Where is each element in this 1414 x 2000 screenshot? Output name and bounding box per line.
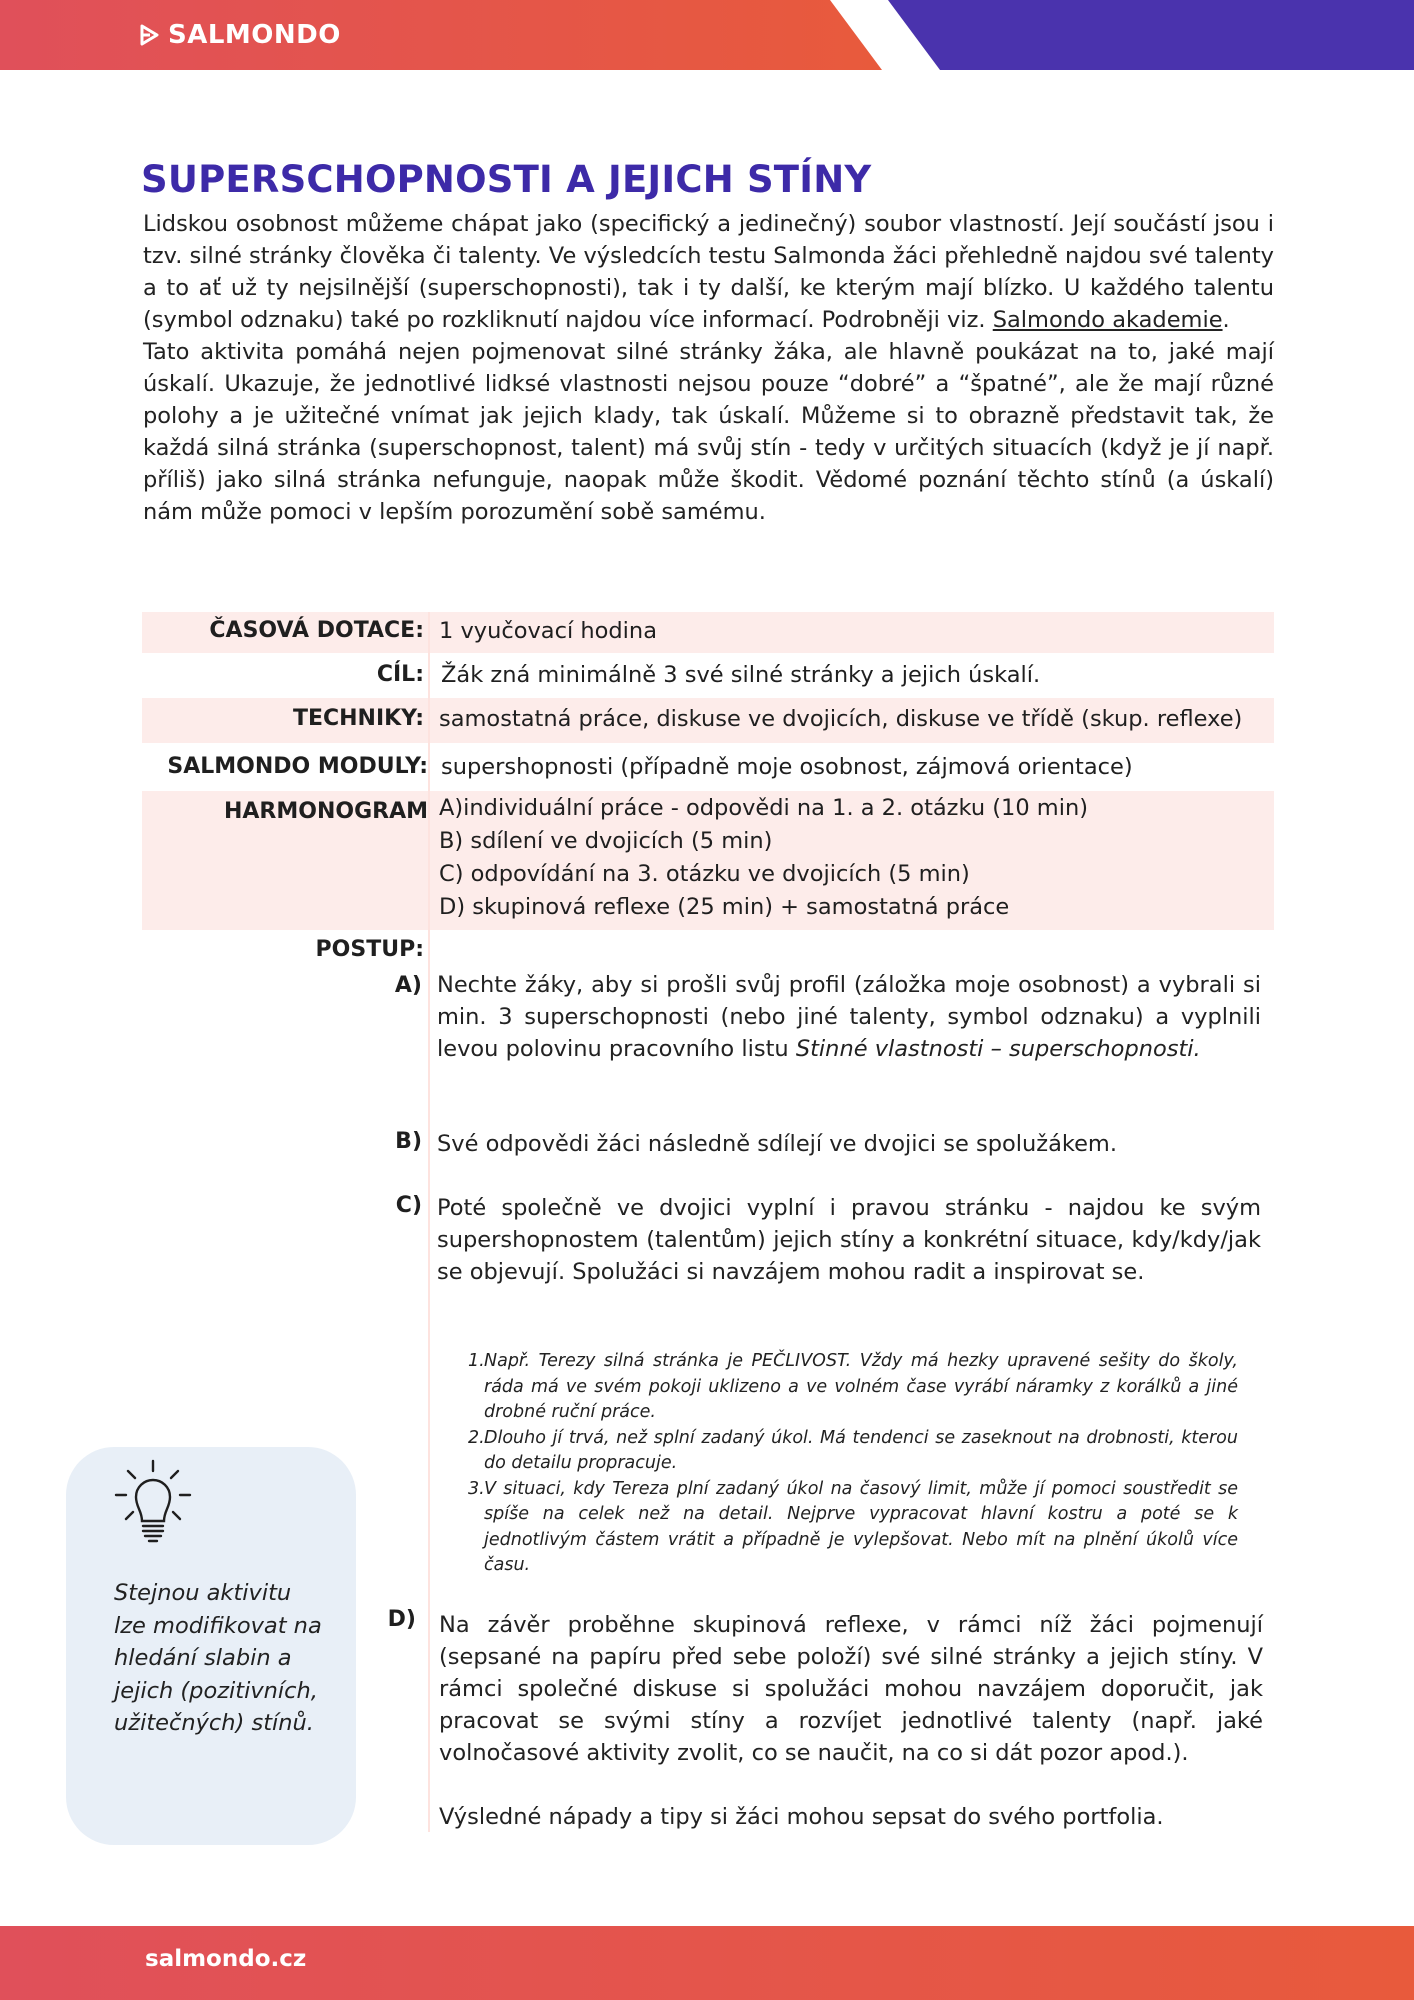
intro-paragraph-2: Tato aktivita pomáhá nejen pojmenovat silné stránky žáka, ale hlavně poukázat na to, jaké mají úskalí. Ukazuje, že jednotlivé lidksé vlastnosti nejsou pouze “dobré” a “špatné”, ale že mají různé polohy a je užitečné vnímat jak jejich klady, tak úskalí. Můžeme si to obrazně představit tak, že každá silná stránka (superschopnost, talent) má svůj stín - tedy v určitých situacích (když je jí např. příliš) jako silná stránka nefunguje, naopak může škodit. Vědomé poznání těchto stínů (a úskalí) nám může pomoci v lepším porozumění sobě samému. [143,339,1274,525]
modules-value: supershopnosti (případně moje osobnost, zájmová orientace) [441,754,1133,780]
row-time [142,612,1274,653]
brand-logo[interactable] [140,16,341,54]
postup-label: POSTUP: [315,937,424,962]
techniques-label: TECHNIKY: [292,706,424,731]
step-b-text: Své odpovědi žáci následně sdílejí ve dvojici se spolužákem. [437,1131,1117,1157]
worksheet-title: Stinné vlastnosti – superschopnosti. [795,1036,1201,1062]
step-a-label: A) [394,973,422,998]
example-item: 1. Např. Terezy silná stránka je PEČLIVOST. Vždy má hezky upravené sešity do školy, ráda má ve svém pokoji uklizeno a ve volném čase vyrábí náramky z korálků a jiné drobné ruční práce. [468,1351,1238,1422]
header-accent [888,0,1414,70]
example-list [468,1349,1238,1579]
step-d-text: Na závěr proběhne skupinová reflexe, v rámci níž žáci pojmenují (sepsané na papíru před sebe položí) své silné stránky a jejich stíny. V rámci společné diskuse si spolužáci mohou navzájem doporučit, jak pracovat se svými stíny a rozvíjet jednotlivé talenty (např. jaké volnočasové aktivity zvolit, co se naučit, na co si dát pozor apod.). Výsledné nápady a tipy si žáci mohou sepsat do svého portfolia. [439,1609,1263,1833]
row-goal [142,655,1274,696]
header-bar [0,0,882,70]
harmonogram-item: A)individuální práce - odpovědi na 1. a 2. otázku (10 min) [439,795,1089,821]
page-title: SUPERSCHOPNOSTI A JEJICH STÍNY [141,158,872,201]
harmonogram-item: D) skupinová reflexe (25 min) + samostatná práce [439,894,1010,920]
harmonogram-list [439,792,1088,924]
harmonogram-label: HARMONOGRAM [223,799,428,824]
example-item: 3. V situaci, kdy Tereza plní zadaný úkol na časový limit, může jí pomoci soustředit se spíše na celek než na detail. Nejprve vypracovat hlavní kostru a poté se k jednotlivým částem vrátit a případně je vylepšovat. Nebo mít na plnění úkolů více času. [468,1478,1238,1575]
salmondo-logo-icon [140,24,160,46]
brand-name: SALMONDO [168,20,341,50]
column-divider [428,612,430,1832]
harmonogram-item: B) sdílení ve dvojicích (5 min) [439,828,773,854]
footer-website-link[interactable]: salmondo.cz [145,1946,307,1972]
salmondo-akademie-link[interactable]: Salmondo akademie [992,307,1223,333]
time-label: ČASOVÁ DOTACE: [209,618,424,643]
goal-value: Žák zná minimálně 3 své silné stránky a jejich úskalí. [441,662,1041,688]
row-techniques [142,698,1274,743]
step-c-label: C) [395,1193,422,1218]
step-b-label: B) [395,1129,422,1154]
step-c-text: Poté společně ve dvojici vyplní i pravou stránku - najdou ke svým supershopnostem (talentům) jejich stíny a konkrétní situace, kdy/kdy/jak se objevují. Spolužáci si navzájem mohou radit a inspirovat se. [437,1195,1261,1285]
footer-bar [0,1926,1414,2000]
intro-text [143,208,1274,528]
step-a-text: Nechte žáky, aby si prošli svůj profil (záložka moje osobnost) a vybrali si min. 3 superschopnosti (nebo jiné talenty, symbol odznaku) a vyplnili levou polovinu pracovního listu Stinné vlastnosti – superschopnosti. [437,972,1261,1062]
tip-text: Stejnou aktivitu lze modifikovat na hledání slabin a jejich (pozitivních, užitečných) stínů. [114,1580,322,1736]
time-value: 1 vyučovací hodina [439,618,657,644]
intro-paragraph-1: Lidskou osobnost můžeme chápat jako (specifický a jedinečný) soubor vlastností. Její součástí jsou i tzv. silné stránky člověka či talenty. Ve výsledcích testu Salmonda žáci přehledně najdou své talenty a to ať už ty nejsilnější (superschopnosti), tak i ty další, ke kterým mají blízko. U každého talentu (symbol odznaku) také po rozkliknutí najdou více informací. Podrobněji viz. Salmondo akademie. [143,211,1274,333]
tip-box [66,1447,356,1845]
modules-label: SALMONDO MODULY: [167,754,428,779]
row-modules [142,745,1274,789]
step-d-followup: Výsledné nápady a tipy si žáci mohou sepsat do svého portfolia. [439,1804,1164,1830]
techniques-value: samostatná práce, diskuse ve dvojicích, diskuse ve třídě (skup. reflexe) [439,706,1243,732]
step-d-label: D) [387,1607,416,1632]
lightbulb-icon [112,1459,194,1549]
harmonogram-item: C) odpovídání na 3. otázku ve dvojicích (5 min) [439,861,970,887]
row-harmonogram [142,791,1274,930]
example-item: 2. Dlouho jí trvá, než splní zadaný úkol. Má tendenci se zaseknout na drobnosti, kterou do detailu propracuje. [468,1427,1238,1473]
row-postup [142,930,1274,970]
goal-label: CÍL: [376,662,424,687]
